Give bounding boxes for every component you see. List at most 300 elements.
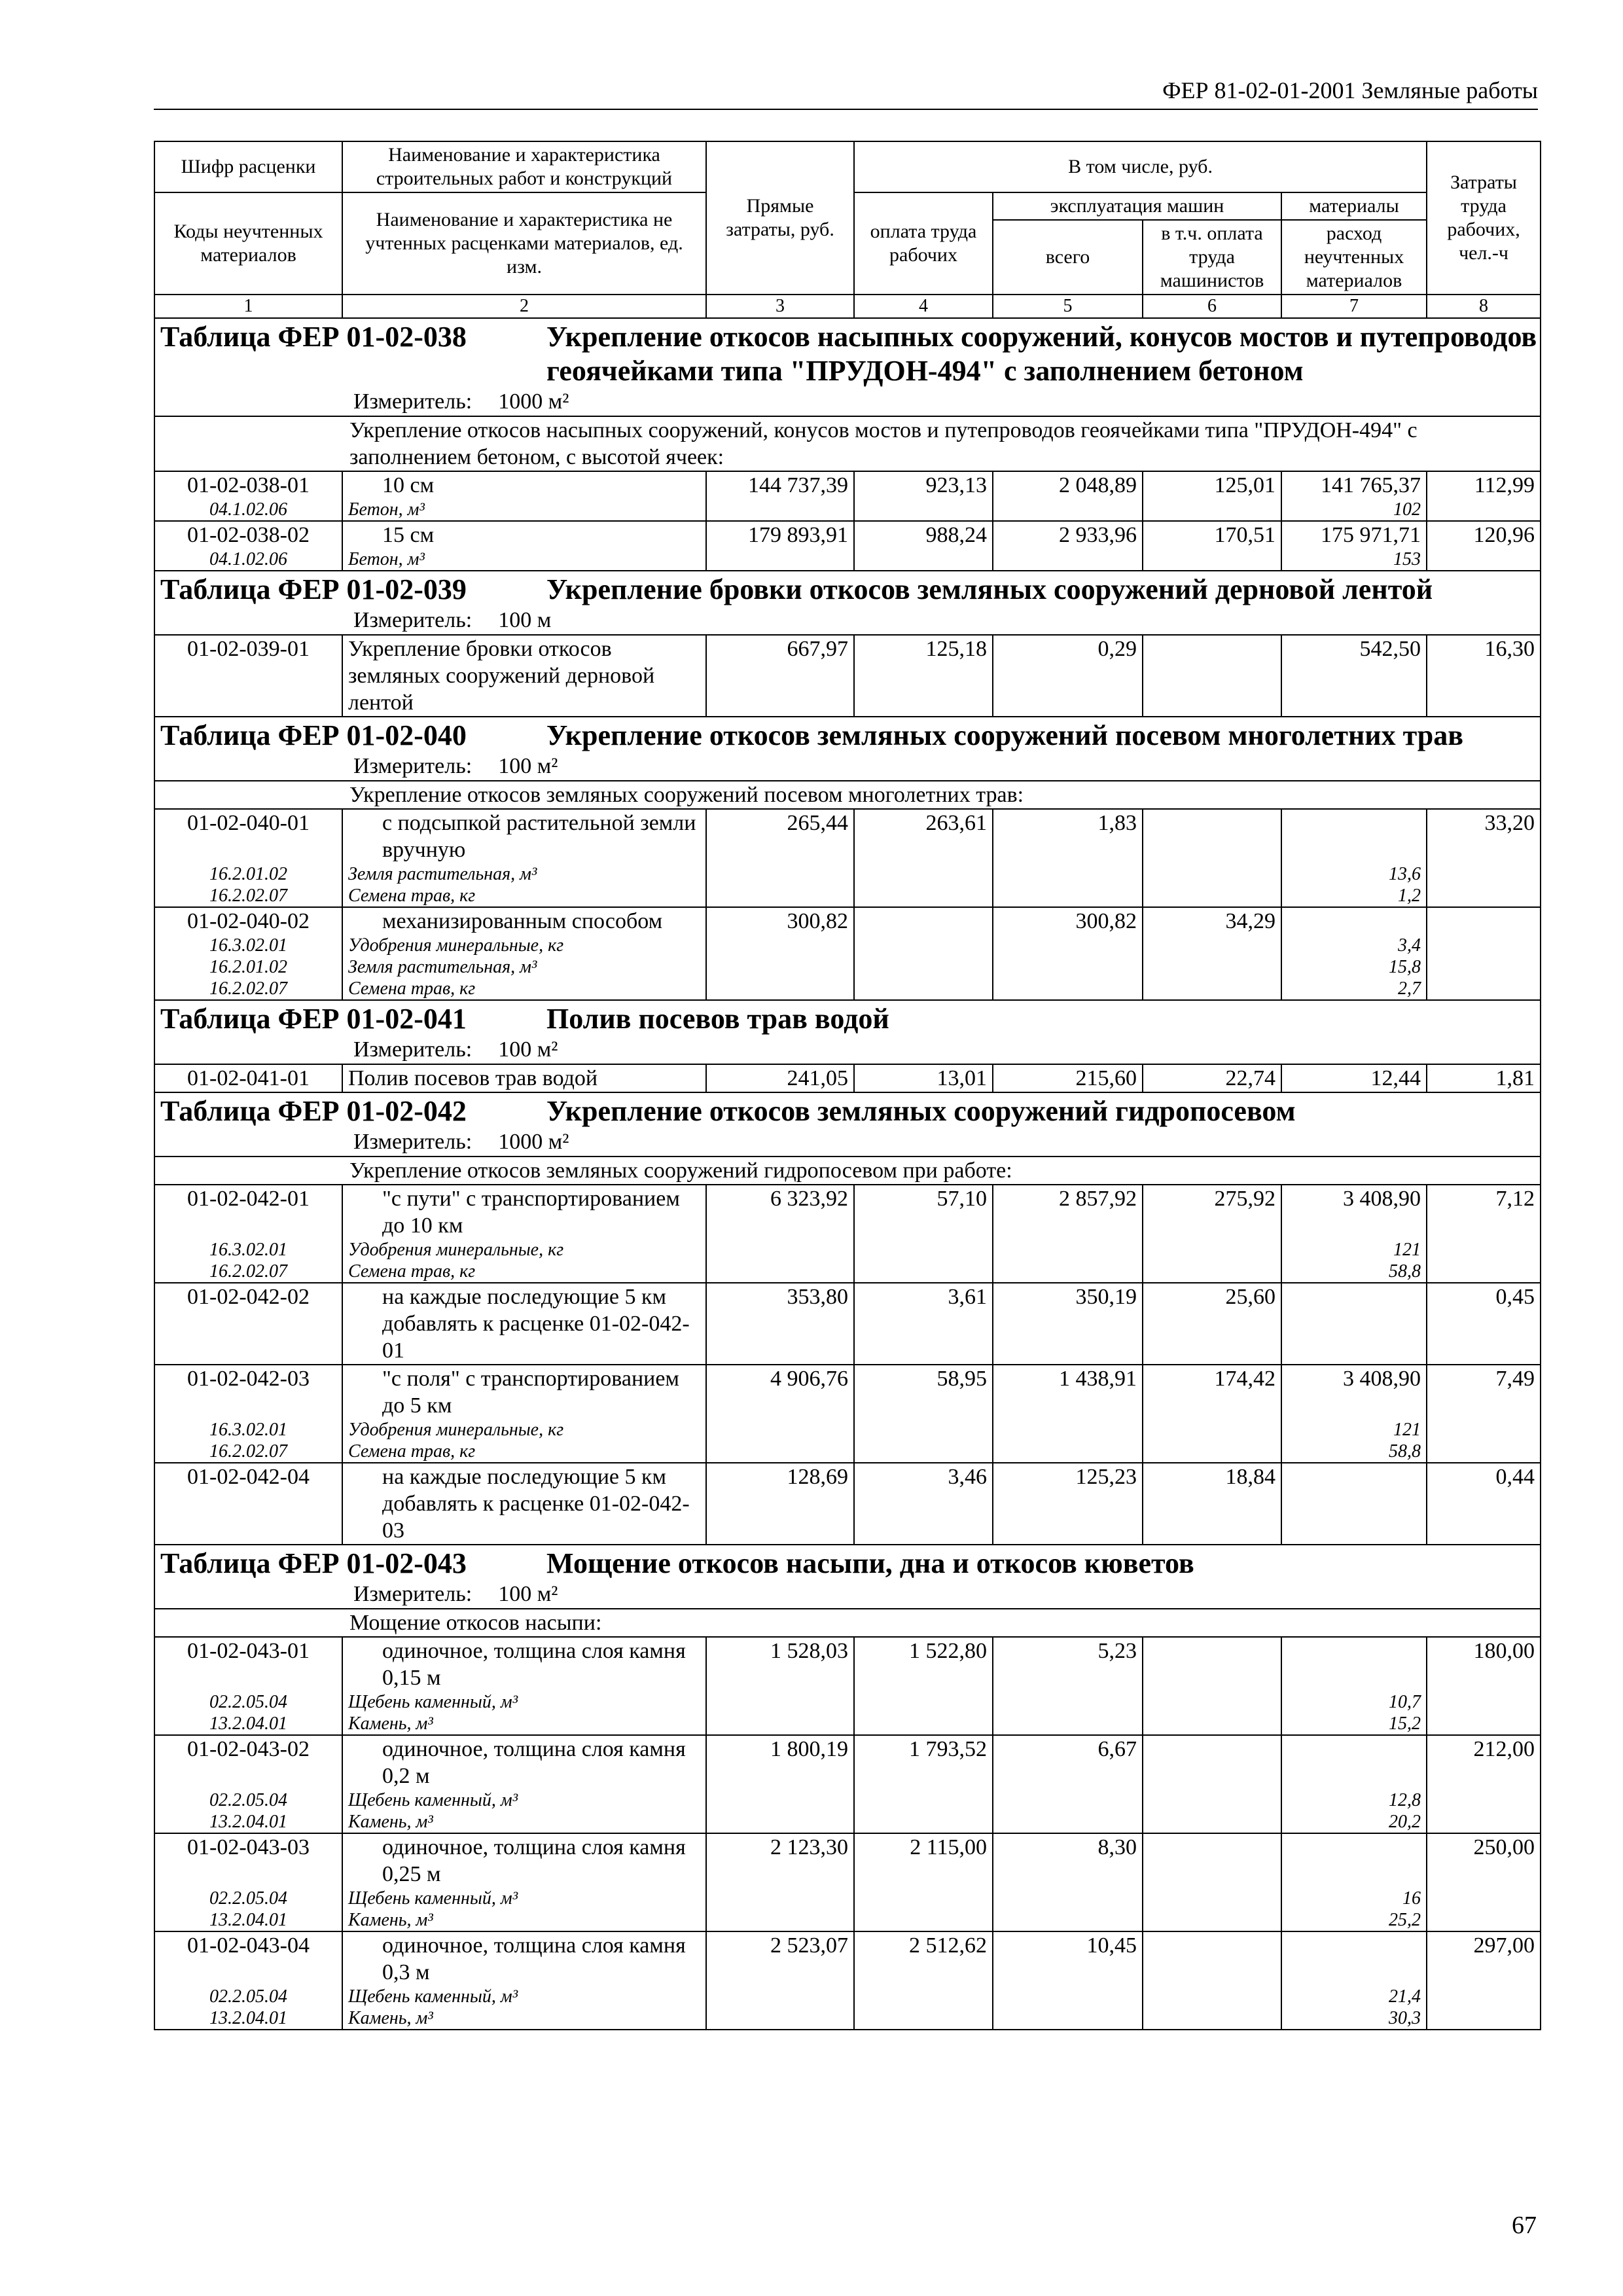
- rate-mach: 2 048,89: [993, 471, 1143, 499]
- table-title-group: [160, 719, 1540, 753]
- material-name: Бетон, м³: [342, 499, 706, 521]
- measure-line: [160, 607, 1540, 634]
- empty-cell: [1143, 548, 1281, 571]
- measure-value: 1000 м²: [498, 389, 569, 414]
- rate-hours: 33,20: [1427, 809, 1541, 863]
- material-qty: 2,7: [1281, 978, 1427, 1000]
- rate-name: 15 см: [342, 521, 706, 548]
- material-row: [154, 2007, 1541, 2030]
- empty-cell: [854, 885, 993, 907]
- empty-cell: [1427, 1888, 1541, 1909]
- empty-cell: [706, 1261, 854, 1283]
- rate-row: [154, 471, 1541, 499]
- rate-mat: [1281, 1735, 1427, 1789]
- empty-cell: [993, 1691, 1143, 1713]
- table-title-cell: [154, 1092, 1541, 1157]
- rate-direct: 353,80: [706, 1283, 854, 1365]
- material-name: Щебень каменный, м³: [342, 1789, 706, 1811]
- empty-cell: [1143, 885, 1281, 907]
- material-name: Удобрения минеральные, кг: [342, 935, 706, 956]
- rate-labor: 2 115,00: [854, 1833, 993, 1888]
- material-row: [154, 1419, 1541, 1441]
- material-qty: 12,8: [1281, 1789, 1427, 1811]
- rate-mach: 2 857,92: [993, 1185, 1143, 1239]
- rate-mach-labor: 174,42: [1143, 1365, 1281, 1419]
- page-number: 67: [1512, 2212, 1537, 2239]
- col-name-header: Наименование и характеристика строительных работ и конструкций: [342, 141, 706, 192]
- rate-name: одиночное, толщина слоя камня 0,15 м: [342, 1637, 706, 1691]
- rate-direct: 300,82: [706, 907, 854, 935]
- empty-cell: [1143, 863, 1281, 885]
- empty-cell: [1427, 1713, 1541, 1735]
- empty-cell: [854, 863, 993, 885]
- empty-cell: [706, 956, 854, 978]
- material-qty: 30,3: [1281, 2007, 1427, 2030]
- empty-cell: [993, 1888, 1143, 1909]
- rate-code: 01-02-038-01: [154, 471, 342, 499]
- material-qty: 58,8: [1281, 1441, 1427, 1463]
- material-row: [154, 1811, 1541, 1833]
- material-row: [154, 1713, 1541, 1735]
- table-id: Таблица ФЕР 01-02-043: [160, 1547, 467, 1579]
- empty-cell: [1427, 548, 1541, 571]
- rate-mach-labor: 275,92: [1143, 1185, 1281, 1239]
- rate-labor: 3,46: [854, 1463, 993, 1545]
- table-title-group: [160, 1547, 1540, 1581]
- rate-hours: 0,44: [1427, 1463, 1541, 1545]
- empty-cell: [1427, 956, 1541, 978]
- material-code: 04.1.02.06: [154, 499, 342, 521]
- empty-cell: [1143, 978, 1281, 1000]
- rate-mach-labor: [1143, 635, 1281, 717]
- empty-cell: [854, 1239, 993, 1261]
- rate-name: Укрепление бровки откосов земляных сооружений дерновой лентой: [342, 635, 706, 717]
- rate-row: [154, 521, 1541, 548]
- material-name: Камень, м³: [342, 1713, 706, 1735]
- table-title: Полив посевов трав водой: [546, 1003, 889, 1035]
- rate-mat: 141 765,37: [1281, 471, 1427, 499]
- rate-mach-labor: 25,60: [1143, 1283, 1281, 1365]
- measure-value: 100 м²: [498, 754, 558, 778]
- rate-direct: 2 123,30: [706, 1833, 854, 1888]
- rate-mat: [1281, 1283, 1427, 1365]
- rate-hours: 112,99: [1427, 471, 1541, 499]
- rate-mach-labor: [1143, 1735, 1281, 1789]
- empty-cell: [854, 935, 993, 956]
- rate-code: 01-02-043-02: [154, 1735, 342, 1789]
- material-code: 13.2.04.01: [154, 2007, 342, 2030]
- rate-mach-labor: [1143, 1931, 1281, 1986]
- rate-direct: 1 800,19: [706, 1735, 854, 1789]
- rate-row: [154, 1283, 1541, 1365]
- material-qty: 20,2: [1281, 1811, 1427, 1833]
- table-title-group: [160, 320, 1540, 388]
- empty-cell: [1143, 1811, 1281, 1833]
- col-machines-header: эксплуатация машин: [993, 192, 1281, 220]
- rate-hours: 1,81: [1427, 1064, 1541, 1092]
- rate-labor: [854, 907, 993, 935]
- empty-cell: [993, 1986, 1143, 2007]
- table-title-cell: [154, 1545, 1541, 1609]
- rate-mach: 125,23: [993, 1463, 1143, 1545]
- rate-mach-labor: 22,74: [1143, 1064, 1281, 1092]
- rate-name: на каждые последующие 5 км добавлять к расценке 01-02-042-01: [342, 1283, 706, 1365]
- rate-row: [154, 1365, 1541, 1419]
- empty-cell: [993, 1909, 1143, 1931]
- measure-label: Измеритель:: [353, 1037, 473, 1062]
- material-row: [154, 1986, 1541, 2007]
- material-name: Удобрения минеральные, кг: [342, 1419, 706, 1441]
- rate-name: с подсыпкой растительной земли вручную: [342, 809, 706, 863]
- measure-value: 100 м: [498, 608, 552, 632]
- rate-hours: 120,96: [1427, 521, 1541, 548]
- empty-cell: [993, 885, 1143, 907]
- empty-cell: [1427, 978, 1541, 1000]
- material-name: Семена трав, кг: [342, 978, 706, 1000]
- empty-cell: [706, 978, 854, 1000]
- rate-mach-labor: [1143, 809, 1281, 863]
- material-name: Бетон, м³: [342, 548, 706, 571]
- empty-cell: [1427, 1419, 1541, 1441]
- empty-cell: [706, 1713, 854, 1735]
- rate-row: [154, 809, 1541, 863]
- table-title-cell: [154, 1000, 1541, 1064]
- rate-mach: 1 438,91: [993, 1365, 1143, 1419]
- empty-cell: [993, 499, 1143, 521]
- material-code: 16.2.02.07: [154, 1441, 342, 1463]
- rate-name: Полив посевов трав водой: [342, 1064, 706, 1092]
- table-title: Укрепление откосов земляных сооружений посевом многолетних трав: [546, 719, 1464, 751]
- material-row: [154, 1909, 1541, 1931]
- header-row-1: [154, 141, 1541, 192]
- empty-cell: [1143, 1986, 1281, 2007]
- empty-cell: [854, 1419, 993, 1441]
- measure-label: Измеритель:: [353, 1130, 473, 1154]
- empty-cell: [1427, 863, 1541, 885]
- rate-direct: 128,69: [706, 1463, 854, 1545]
- table-title-group: [160, 1094, 1540, 1128]
- material-name: Щебень каменный, м³: [342, 1888, 706, 1909]
- rate-labor: 1 522,80: [854, 1637, 993, 1691]
- rate-mach: 300,82: [993, 907, 1143, 935]
- material-row: [154, 1239, 1541, 1261]
- empty-cell: [854, 2007, 993, 2030]
- table-id: Таблица ФЕР 01-02-042: [160, 1095, 467, 1127]
- empty-cell: [993, 2007, 1143, 2030]
- material-qty: 15,8: [1281, 956, 1427, 978]
- rate-labor: 13,01: [854, 1064, 993, 1092]
- material-name: Щебень каменный, м³: [342, 1691, 706, 1713]
- rate-labor: 1 793,52: [854, 1735, 993, 1789]
- empty-cell: [1143, 2007, 1281, 2030]
- material-qty: 121: [1281, 1239, 1427, 1261]
- material-qty: 153: [1281, 548, 1427, 571]
- rate-labor: 2 512,62: [854, 1931, 993, 1986]
- empty-cell: [993, 1441, 1143, 1463]
- empty-cell: [854, 1713, 993, 1735]
- table-title-cell: [154, 717, 1541, 781]
- rate-name: одиночное, толщина слоя камня 0,3 м: [342, 1931, 706, 1986]
- empty-cell: [1427, 1986, 1541, 2007]
- table-title-row: [154, 717, 1541, 781]
- rate-labor: 923,13: [854, 471, 993, 499]
- rate-mat: [1281, 1833, 1427, 1888]
- empty-cell: [706, 1909, 854, 1931]
- rate-labor: 57,10: [854, 1185, 993, 1239]
- rate-mach: 215,60: [993, 1064, 1143, 1092]
- rate-code: 01-02-043-01: [154, 1637, 342, 1691]
- empty-cell: [706, 1239, 854, 1261]
- table-title-row: [154, 571, 1541, 635]
- rate-code: 01-02-038-02: [154, 521, 342, 548]
- material-name: Камень, м³: [342, 1811, 706, 1833]
- table-title: Укрепление откосов насыпных сооружений, конусов мостов и путепроводов геоячейками типа "ПРУДОН-494" с заполнением бетоном: [546, 321, 1537, 387]
- table-intro: Укрепление откосов земляных сооружений посевом многолетних трав:: [154, 781, 1541, 809]
- empty-cell: [854, 1986, 993, 2007]
- material-row: [154, 1888, 1541, 1909]
- rate-code: 01-02-043-04: [154, 1931, 342, 1986]
- rate-mach: 350,19: [993, 1283, 1143, 1365]
- empty-cell: [993, 935, 1143, 956]
- col-matcode-header: Коды неучтенных материалов: [154, 192, 342, 295]
- col-matname-header: Наименование и характеристика не учтенных расценками материалов, ед. изм.: [342, 192, 706, 295]
- material-name: Семена трав, кг: [342, 1261, 706, 1283]
- empty-cell: [854, 1789, 993, 1811]
- material-name: Щебень каменный, м³: [342, 1986, 706, 2007]
- measure-line: [160, 1128, 1540, 1156]
- material-qty: 13,6: [1281, 863, 1427, 885]
- empty-cell: [706, 885, 854, 907]
- material-code: 16.2.02.07: [154, 885, 342, 907]
- material-code: 02.2.05.04: [154, 1986, 342, 2007]
- empty-cell: [854, 956, 993, 978]
- col-labor-header: оплата труда рабочих: [854, 192, 993, 295]
- rate-labor: 125,18: [854, 635, 993, 717]
- empty-cell: [1427, 1239, 1541, 1261]
- material-name: Земля растительная, м³: [342, 863, 706, 885]
- rate-name: одиночное, толщина слоя камня 0,25 м: [342, 1833, 706, 1888]
- empty-cell: [706, 548, 854, 571]
- material-row: [154, 1441, 1541, 1463]
- material-code: 02.2.05.04: [154, 1691, 342, 1713]
- rate-labor: 988,24: [854, 521, 993, 548]
- col-mach-total-header: всего: [993, 220, 1143, 295]
- empty-cell: [1143, 1909, 1281, 1931]
- measure-label: Измеритель:: [353, 1582, 473, 1606]
- empty-cell: [854, 1909, 993, 1931]
- table-intro: Укрепление откосов насыпных сооружений, конусов мостов и путепроводов геоячейками типа "ПРУДОН-494" с заполнением бетоном, с высотой ячеек:: [154, 416, 1541, 471]
- material-name: Камень, м³: [342, 2007, 706, 2030]
- table-title-row: [154, 1545, 1541, 1609]
- rate-labor: 263,61: [854, 809, 993, 863]
- rate-labor: 58,95: [854, 1365, 993, 1419]
- empty-cell: [993, 956, 1143, 978]
- material-qty: 21,4: [1281, 1986, 1427, 2007]
- table-title: Укрепление откосов земляных сооружений гидропосевом: [546, 1095, 1296, 1127]
- empty-cell: [706, 1986, 854, 2007]
- material-qty: 121: [1281, 1419, 1427, 1441]
- rate-code: 01-02-042-03: [154, 1365, 342, 1419]
- rate-hours: [1427, 907, 1541, 935]
- page-header: [154, 72, 1538, 110]
- empty-cell: [993, 1419, 1143, 1441]
- rate-mach-labor: 170,51: [1143, 521, 1281, 548]
- rate-code: 01-02-040-01: [154, 809, 342, 863]
- material-code: 16.2.02.07: [154, 978, 342, 1000]
- empty-cell: [1143, 956, 1281, 978]
- table-intro-row: [154, 1609, 1541, 1637]
- empty-cell: [993, 1811, 1143, 1833]
- table-intro-row: [154, 416, 1541, 471]
- rate-direct: 6 323,92: [706, 1185, 854, 1239]
- empty-cell: [1143, 499, 1281, 521]
- rate-mach-labor: [1143, 1637, 1281, 1691]
- rate-mat: 12,44: [1281, 1064, 1427, 1092]
- empty-cell: [993, 548, 1143, 571]
- table-id: Таблица ФЕР 01-02-039: [160, 573, 467, 605]
- empty-cell: [1427, 1909, 1541, 1931]
- rate-mach: 8,30: [993, 1833, 1143, 1888]
- rate-code: 01-02-039-01: [154, 635, 342, 717]
- table-id: Таблица ФЕР 01-02-041: [160, 1003, 467, 1035]
- empty-cell: [1143, 1419, 1281, 1441]
- rate-code: 01-02-042-02: [154, 1283, 342, 1365]
- material-code: 13.2.04.01: [154, 1713, 342, 1735]
- empty-cell: [1143, 1239, 1281, 1261]
- material-row: [154, 885, 1541, 907]
- rate-row: [154, 1463, 1541, 1545]
- rate-mach-labor: 125,01: [1143, 471, 1281, 499]
- rate-mach: 10,45: [993, 1931, 1143, 1986]
- measure-line: [160, 1036, 1540, 1064]
- table-id: Таблица ФЕР 01-02-038: [160, 321, 467, 353]
- material-qty: 15,2: [1281, 1713, 1427, 1735]
- measure-line: [160, 1581, 1540, 1608]
- material-code: 16.3.02.01: [154, 935, 342, 956]
- rate-direct: 2 523,07: [706, 1931, 854, 1986]
- empty-cell: [993, 863, 1143, 885]
- rate-labor: 3,61: [854, 1283, 993, 1365]
- rate-row: [154, 1931, 1541, 1986]
- table-title-group: [160, 1002, 1540, 1036]
- material-code: 16.3.02.01: [154, 1419, 342, 1441]
- material-row: [154, 935, 1541, 956]
- empty-cell: [1143, 1261, 1281, 1283]
- col-mach-labor-header: в т.ч. оплата труда машинистов: [1143, 220, 1281, 295]
- table-intro-row: [154, 781, 1541, 809]
- measure-line: [160, 388, 1540, 416]
- col-hours-header: Затраты труда рабочих, чел.-ч: [1427, 141, 1541, 295]
- empty-cell: [854, 978, 993, 1000]
- table-title: Укрепление бровки откосов земляных сооружений дерновой лентой: [546, 573, 1433, 605]
- material-code: 13.2.04.01: [154, 1811, 342, 1833]
- rate-hours: 180,00: [1427, 1637, 1541, 1691]
- measure-label: Измеритель:: [353, 754, 473, 778]
- empty-cell: [1427, 2007, 1541, 2030]
- col-direct-header: Прямые затраты, руб.: [706, 141, 854, 295]
- rate-row: [154, 907, 1541, 935]
- empty-cell: [1427, 1441, 1541, 1463]
- material-code: 04.1.02.06: [154, 548, 342, 571]
- material-row: [154, 548, 1541, 571]
- empty-cell: [1143, 1691, 1281, 1713]
- material-row: [154, 863, 1541, 885]
- table-title-row: [154, 1000, 1541, 1064]
- material-code: 16.3.02.01: [154, 1239, 342, 1261]
- material-name: Семена трав, кг: [342, 1441, 706, 1463]
- material-row: [154, 1789, 1541, 1811]
- table-title-cell: [154, 318, 1541, 416]
- rate-direct: 265,44: [706, 809, 854, 863]
- rate-direct: 1 528,03: [706, 1637, 854, 1691]
- rate-mat: [1281, 809, 1427, 863]
- column-number: 5: [993, 295, 1143, 318]
- material-code: 16.2.01.02: [154, 863, 342, 885]
- rate-mat: [1281, 1463, 1427, 1545]
- empty-cell: [706, 1789, 854, 1811]
- empty-cell: [1143, 1888, 1281, 1909]
- column-number: 7: [1281, 295, 1427, 318]
- empty-cell: [854, 1261, 993, 1283]
- rate-mat: [1281, 1931, 1427, 1986]
- rate-mat: [1281, 1637, 1427, 1691]
- document-title: ФЕР 81-02-01-2001 Земляные работы: [1162, 77, 1538, 103]
- rate-direct: 4 906,76: [706, 1365, 854, 1419]
- empty-cell: [706, 863, 854, 885]
- empty-cell: [854, 1811, 993, 1833]
- material-row: [154, 956, 1541, 978]
- rate-mach-labor: [1143, 1833, 1281, 1888]
- empty-cell: [1427, 499, 1541, 521]
- rate-mat: 3 408,90: [1281, 1365, 1427, 1419]
- rate-code: 01-02-043-03: [154, 1833, 342, 1888]
- rate-row: [154, 1185, 1541, 1239]
- rate-hours: 250,00: [1427, 1833, 1541, 1888]
- rate-code: 01-02-042-01: [154, 1185, 342, 1239]
- material-code: 02.2.05.04: [154, 1888, 342, 1909]
- material-qty: 1,2: [1281, 885, 1427, 907]
- material-code: 02.2.05.04: [154, 1789, 342, 1811]
- empty-cell: [1427, 1691, 1541, 1713]
- rate-name: "с поля" с транспортированием до 5 км: [342, 1365, 706, 1419]
- measure-value: 100 м²: [498, 1037, 558, 1062]
- rate-mach: 6,67: [993, 1735, 1143, 1789]
- rate-code: 01-02-041-01: [154, 1064, 342, 1092]
- empty-cell: [993, 1239, 1143, 1261]
- rate-mat: 175 971,71: [1281, 521, 1427, 548]
- measure-label: Измеритель:: [353, 608, 473, 632]
- empty-cell: [706, 1441, 854, 1463]
- table-title-group: [160, 573, 1540, 607]
- empty-cell: [706, 499, 854, 521]
- rate-mach: 2 933,96: [993, 521, 1143, 548]
- measure-label: Измеритель:: [353, 389, 473, 414]
- rate-row: [154, 1637, 1541, 1691]
- rate-mach-labor: 34,29: [1143, 907, 1281, 935]
- empty-cell: [1427, 885, 1541, 907]
- empty-cell: [993, 1261, 1143, 1283]
- rate-row: [154, 635, 1541, 717]
- empty-cell: [854, 548, 993, 571]
- column-number: 1: [154, 295, 342, 318]
- rate-name: 10 см: [342, 471, 706, 499]
- material-name: Семена трав, кг: [342, 885, 706, 907]
- material-qty: 25,2: [1281, 1909, 1427, 1931]
- column-number: 2: [342, 295, 706, 318]
- rate-name: одиночное, толщина слоя камня 0,2 м: [342, 1735, 706, 1789]
- material-row: [154, 499, 1541, 521]
- rate-hours: 297,00: [1427, 1931, 1541, 1986]
